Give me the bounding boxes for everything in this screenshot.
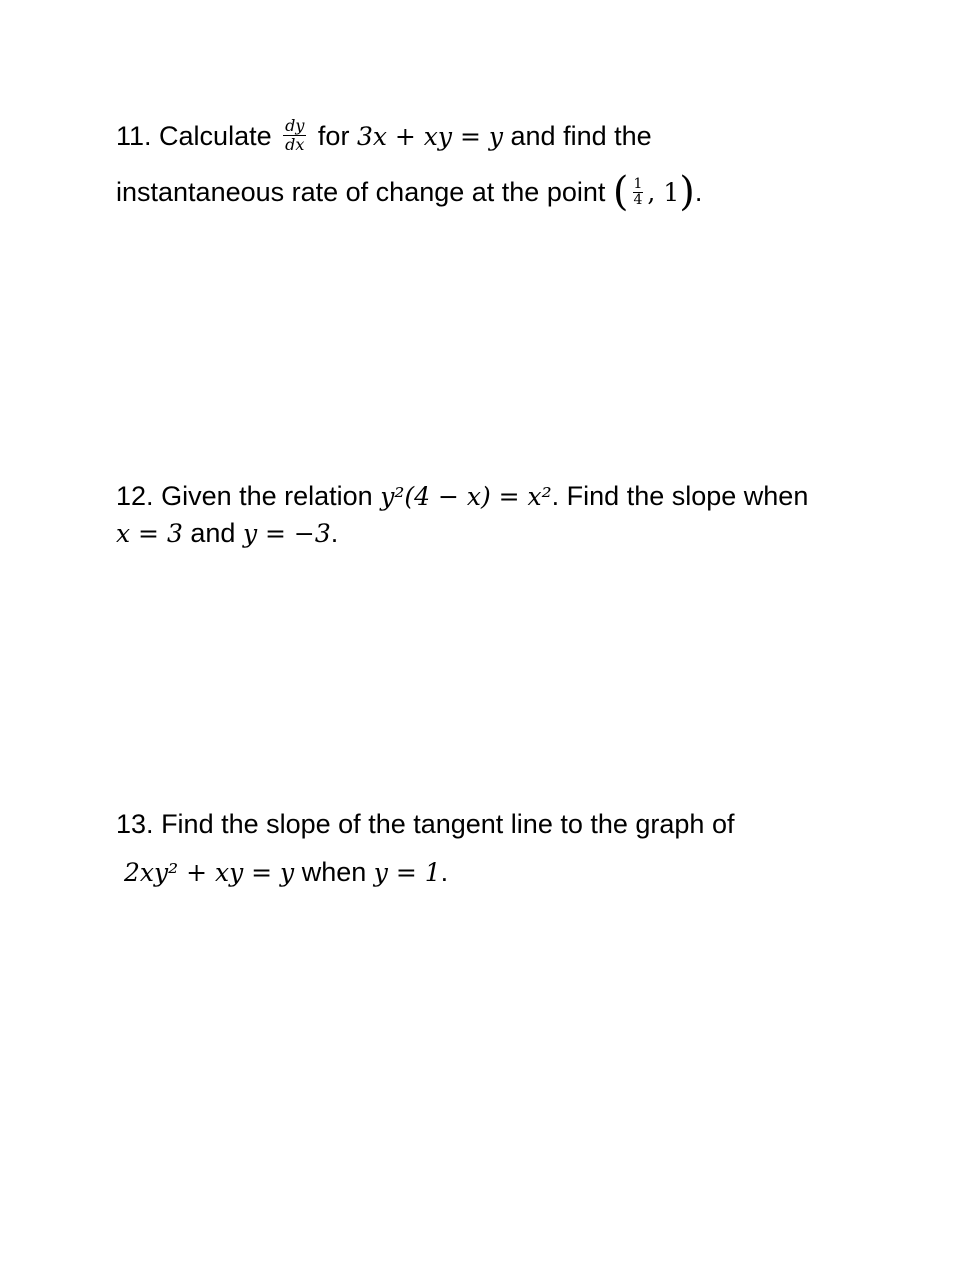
- problem-11: [116, 116, 703, 216]
- problem-11-line-1: [116, 118, 702, 156]
- problem-number: 13.: [116, 809, 154, 839]
- problem-13-line-2: [116, 854, 734, 891]
- problem-number: 12.: [116, 481, 154, 511]
- problem-13: [116, 806, 734, 891]
- problem-text: Find the slope of the tangent line to the graph of: [161, 809, 735, 839]
- problem-text: Given the relation: [161, 481, 373, 511]
- problem-text: for: [317, 121, 350, 151]
- problem-12-line-1: [116, 478, 808, 515]
- problem-text: Calculate: [159, 121, 272, 151]
- equation: y²(4 − x) = x²: [380, 482, 552, 511]
- point-separator: ,: [647, 178, 664, 208]
- problem-11-line-2: [116, 169, 703, 216]
- problem-text: and find the: [510, 121, 652, 151]
- problem-text: instantaneous rate of change at the point: [116, 177, 606, 208]
- problem-12: [116, 478, 808, 552]
- fraction-denominator: dx: [285, 135, 305, 155]
- fraction-denominator: 4: [633, 191, 643, 208]
- problem-number: 11.: [116, 121, 152, 151]
- open-paren: (: [612, 169, 629, 216]
- equation: 3x + xy = y: [356, 122, 503, 151]
- condition-y: y = 1: [373, 858, 441, 887]
- problem-text: and: [190, 518, 236, 548]
- problem-text: when: [301, 857, 367, 887]
- close-paren: ): [679, 169, 695, 216]
- period: .: [440, 857, 449, 887]
- problem-12-line-2: [116, 515, 808, 552]
- problem-13-line-1: [116, 806, 734, 842]
- condition-y: y = −3: [242, 519, 331, 548]
- period: .: [330, 518, 339, 548]
- point-x-fraction: [633, 177, 644, 208]
- fraction-numerator: 1: [633, 175, 643, 192]
- point-y: 1: [663, 178, 680, 208]
- problem-text: . Find the slope when: [551, 481, 809, 511]
- condition-x: x = 3: [116, 519, 183, 548]
- fraction-numerator: dy: [285, 116, 305, 136]
- period: .: [694, 177, 703, 208]
- equation: 2xy² + xy = y: [124, 858, 295, 887]
- derivative-fraction: [283, 117, 306, 154]
